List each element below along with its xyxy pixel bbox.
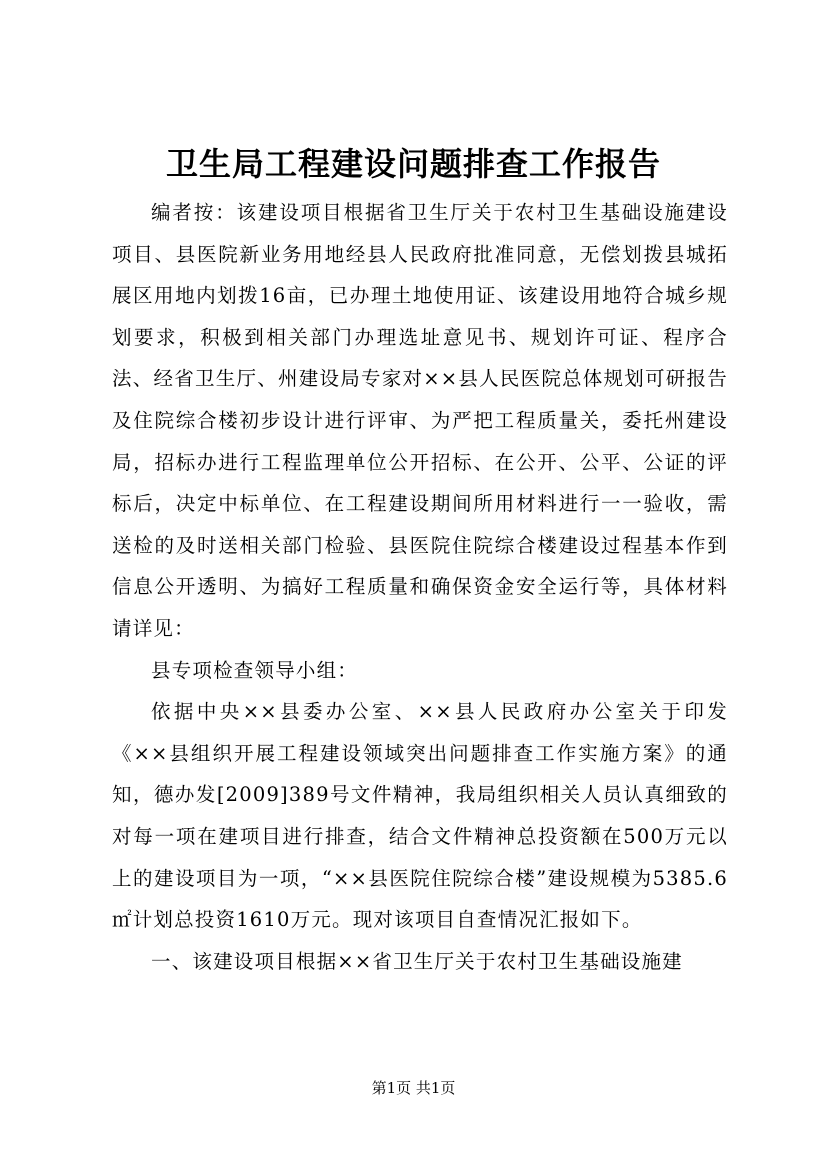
paragraph-editor-note: 编者按：该建设项目根据省卫生厅关于农村卫生基础设施建设项目、县医院新业务用地经县人民政府批准同意，无偿划拨县城拓展区用地内划拨16亩，已办理土地使用证、该建设用地符合城乡规划要求，积极到相关部门办理选址意见书、规划许可证、程序合法、经省卫生厅、州建设局专家对××县人民医院总体规划可研报告及住院综合楼初步设计进行评审、为严把工程质量关，委托州建设局，招标办进行工程监理单位公开招标、在公开、公平、公证的评标后，决定中标单位、在工程建设期间所用材料进行一一验收，需送检的及时送相关部门检验、县医院住院综合楼建设过程基本作到信息公开透明、为搞好工程质量和确保资金安全运行等，具体材料请详见：	[112, 201, 728, 640]
paragraph-leading-group: 县专项检查领导小组：	[151, 658, 359, 682]
page-footer: 第1页 共1页	[371, 1079, 456, 1097]
paragraph-basis: 依据中央××县委办公室、××县人民政府办公室关于印发《××县组织开展工程建设领域突出问题排查工作实施方案》的通知，德办发[2009]389号文件精神，我局组织相关人员认真细致的对每一项在建项目进行排查，结合文件精神总投资额在500万元以上的建设项目为一项，“××县医院住院综合楼”建设规模为5385.6㎡计划总投资1610万元。现对该项目自查情况汇报如下。	[112, 700, 728, 932]
document-title: 卫生局工程建设问题排查工作报告	[165, 145, 661, 183]
document-body	[112, 192, 728, 982]
paragraph-section-one: 一、该建设项目根据××省卫生厅关于农村卫生基础设施建	[151, 949, 683, 973]
